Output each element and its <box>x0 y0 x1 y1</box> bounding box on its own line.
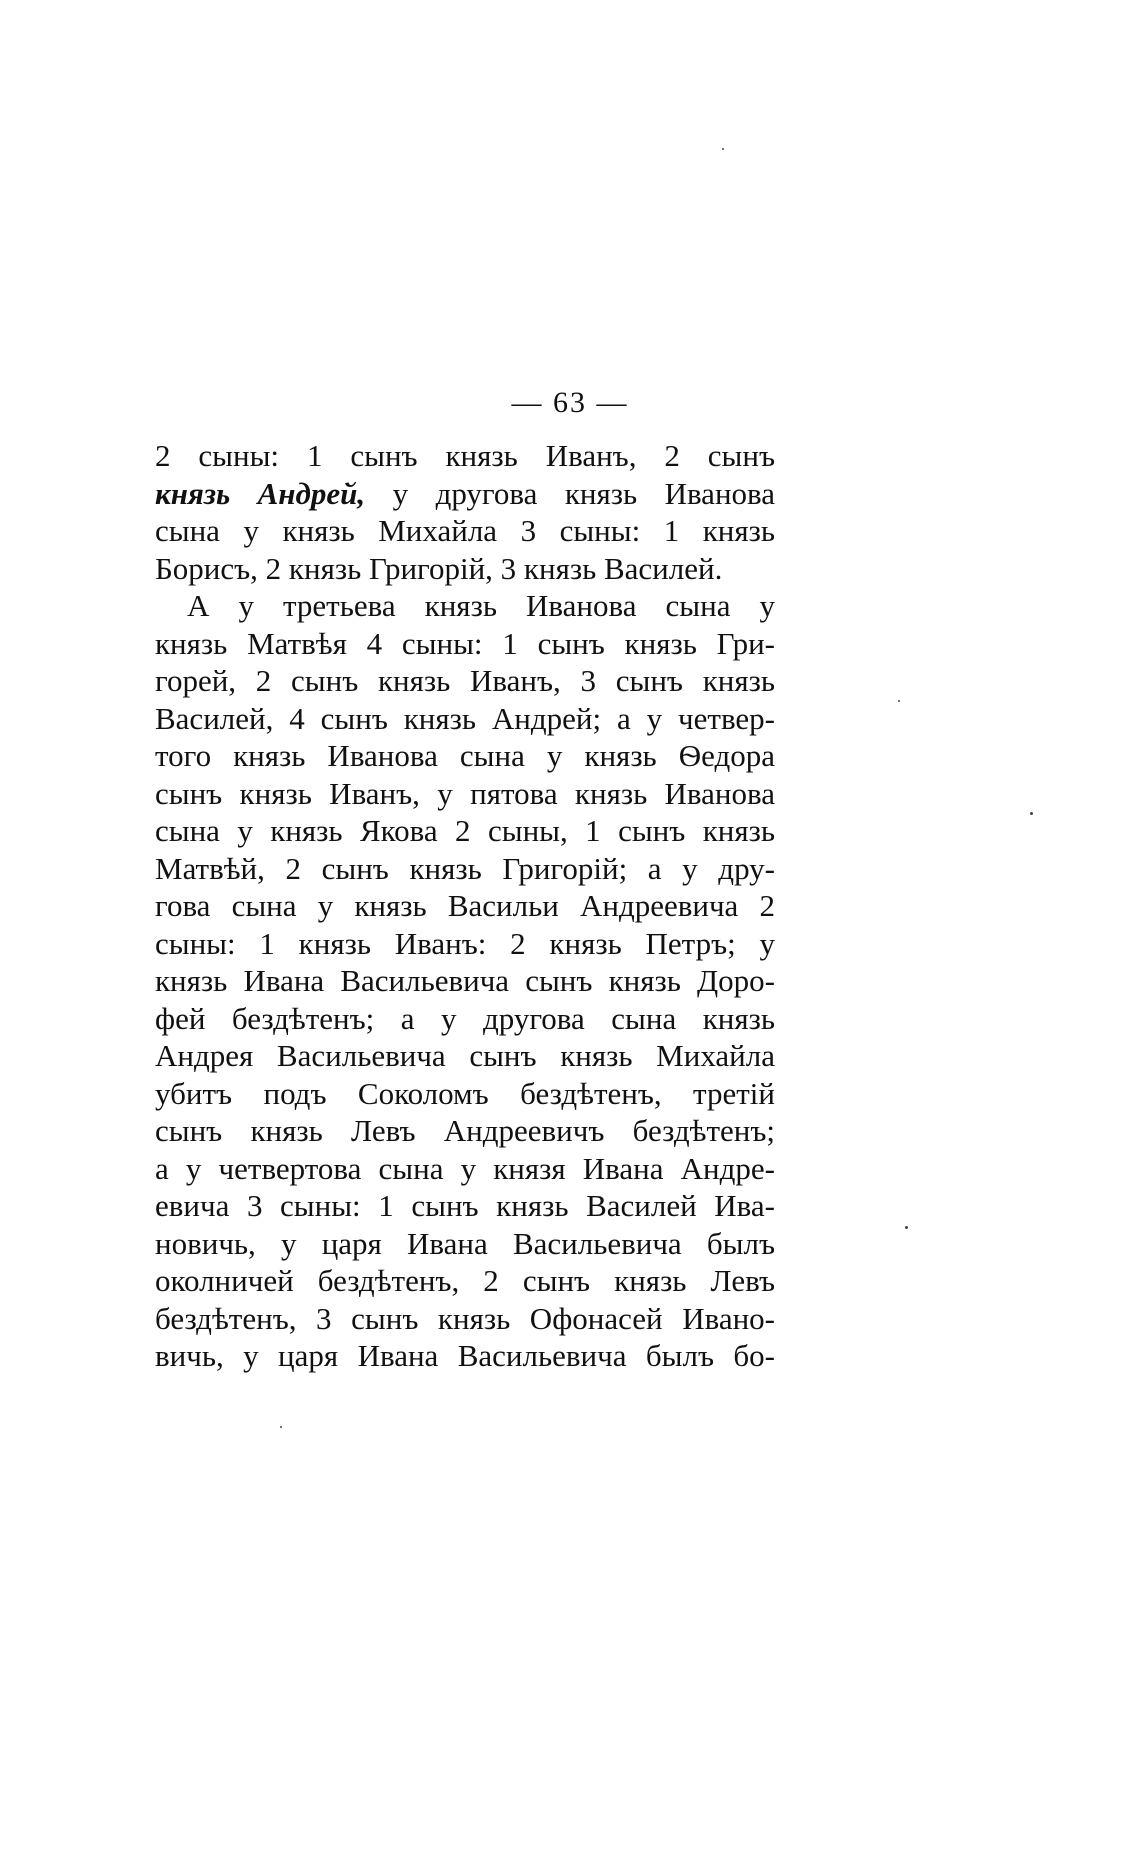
text-line-22: новичь, у царя Ивана Васильевича былъ <box>155 1225 775 1261</box>
scan-speck <box>1030 812 1033 815</box>
text-line-19: сынъ князь Левъ Андреевичъ бездѣтенъ; <box>155 1113 775 1148</box>
text-line-20: а у четвертова сына у князя Ивана Андре- <box>155 1150 775 1186</box>
text-line-13: гова сына у князь Васильи Андреевича 2 <box>155 888 775 923</box>
text-line-18: убитъ подъ Соколомъ бездѣтенъ, третій <box>155 1075 775 1111</box>
text-line-9: того князь Иванова сына у князь Ѳедора <box>155 738 775 773</box>
text-line-1: 2 сыны: 1 сынъ князь Иванъ, 2 сынъ <box>155 438 775 473</box>
text-line-6: князь Матвѣя 4 сыны: 1 сынъ князь Гри- <box>155 625 775 661</box>
text-line-2 <box>155 475 775 513</box>
text-line-5: А у третьева князь Иванова сына у <box>187 588 775 623</box>
text-line-12: Матвѣй, 2 сынъ князь Григорій; а у дру- <box>155 850 775 886</box>
text-line-11: сына у князь Якова 2 сыны, 1 сынъ князь <box>155 813 775 848</box>
text-line-14: сыны: 1 князь Иванъ: 2 князь Петръ; у <box>155 925 775 961</box>
text-line-8: Василей, 4 сынъ князь Андрей; а у четвер- <box>155 700 775 736</box>
text-line-23: околничей бездѣтенъ, 2 сынъ князь Левъ <box>155 1263 775 1298</box>
page-number: — 63 — <box>511 386 629 419</box>
scan-speck <box>722 148 724 150</box>
text-line-2-rest: у другова князь Иванова <box>392 475 776 511</box>
text-line-10: сынъ князь Иванъ, у пятова князь Иванова <box>155 775 775 811</box>
text-line-3: сына у князь Михайла 3 сыны: 1 князь <box>155 513 775 548</box>
scan-speck <box>905 1226 908 1229</box>
body-text <box>155 437 775 1375</box>
text-line-4: Борисъ, 2 князь Григорій, 3 князь Василей. <box>155 550 723 586</box>
italic-phrase: князь Андрей, <box>155 475 366 511</box>
text-line-17: Андрея Васильевича сынъ князь Михайла <box>155 1038 775 1073</box>
scan-speck <box>280 1426 282 1428</box>
text-line-21: евича 3 сыны: 1 сынъ князь Василей Ива- <box>155 1188 775 1223</box>
text-line-25: вичь, у царя Ивана Васильевича былъ бо- <box>155 1338 775 1373</box>
scan-speck <box>898 700 900 702</box>
text-line-16: фей бездѣтенъ; а у другова сына князь <box>155 1000 775 1036</box>
text-line-15: князь Ивана Васильевича сынъ князь Доро- <box>155 963 775 998</box>
text-line-24: бездѣтенъ, 3 сынъ князь Офонасей Ивано- <box>155 1300 775 1336</box>
text-line-7: горей, 2 сынъ князь Иванъ, 3 сынъ князь <box>155 663 775 698</box>
